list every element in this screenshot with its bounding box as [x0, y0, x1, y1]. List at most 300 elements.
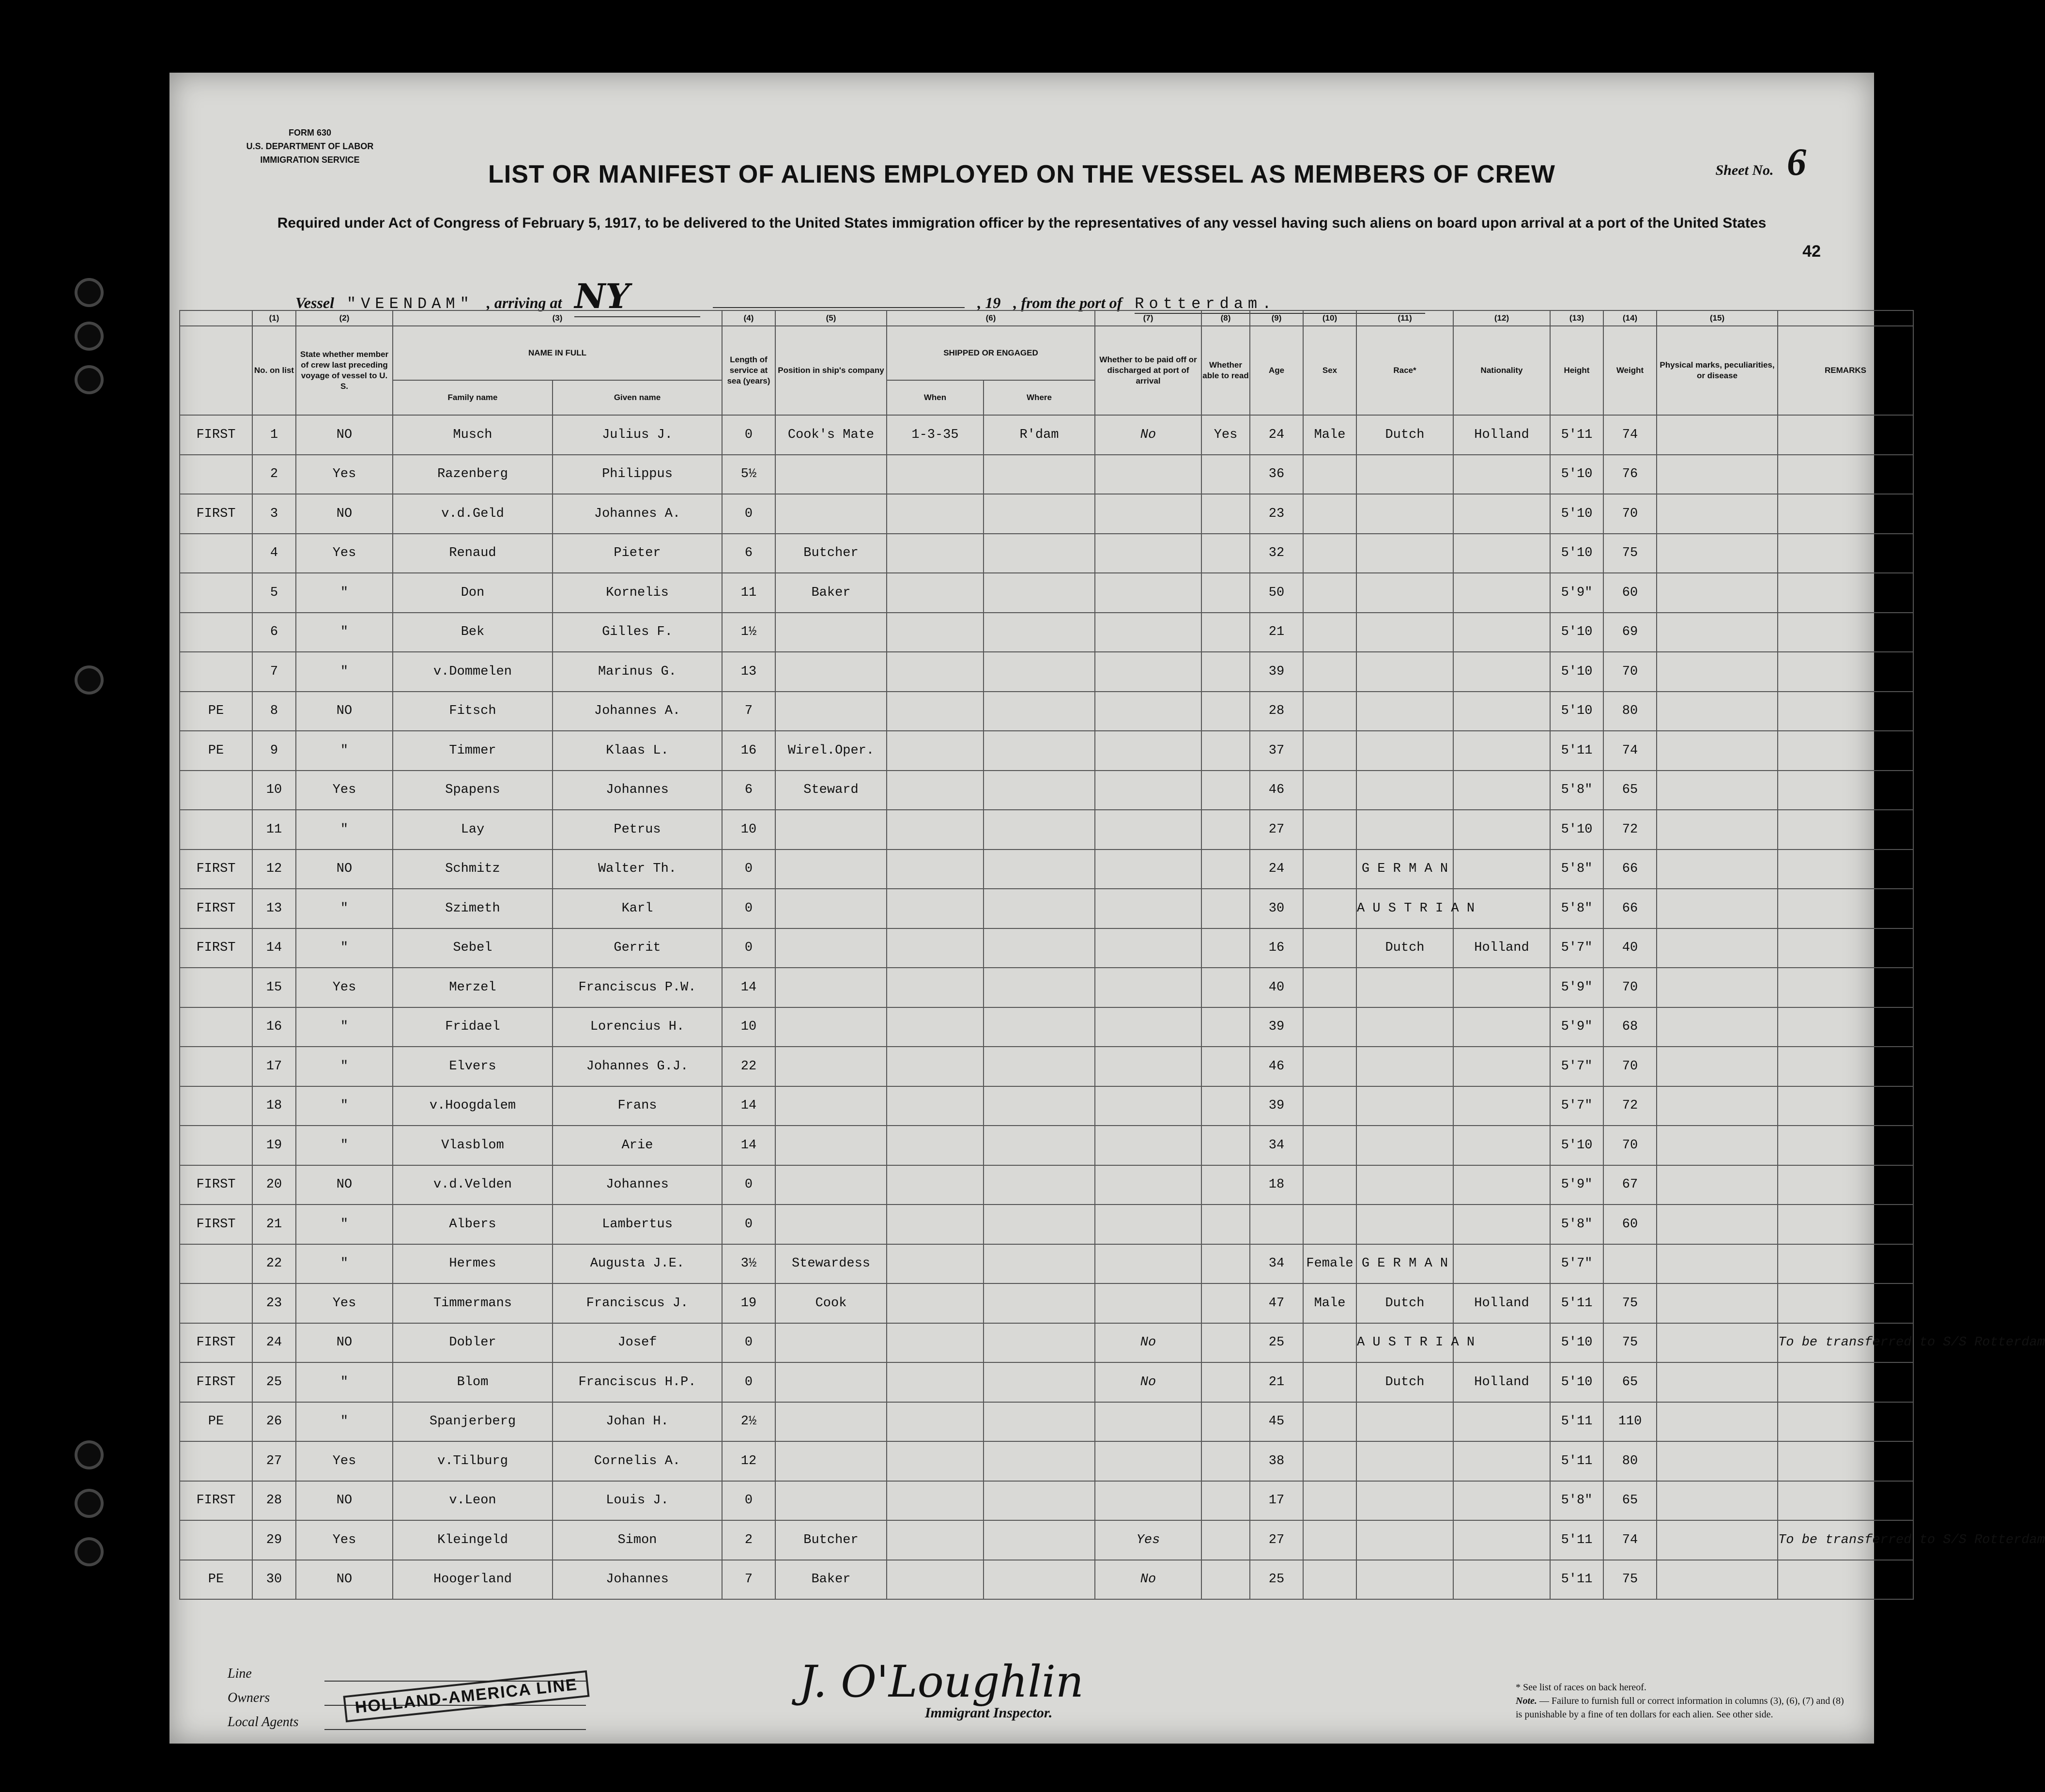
age: 21 — [1250, 613, 1303, 652]
paid-off: No — [1095, 1362, 1201, 1402]
binder-hole — [77, 1540, 101, 1563]
family-name: Sebel — [393, 928, 553, 968]
shipped-when — [887, 731, 984, 771]
family-name: Timmermans — [393, 1283, 553, 1323]
position — [775, 455, 887, 494]
remarks — [1778, 534, 1913, 573]
weight: 74 — [1603, 415, 1657, 455]
sex — [1303, 1560, 1356, 1600]
shipped-where — [984, 1481, 1095, 1521]
nationality — [1453, 810, 1550, 850]
weight: 76 — [1603, 455, 1657, 494]
nationality: Holland — [1453, 1362, 1550, 1402]
sex — [1303, 850, 1356, 889]
row-number: 20 — [252, 1165, 296, 1205]
physical-marks — [1657, 731, 1778, 771]
position — [775, 850, 887, 889]
col-number: (8) — [1201, 310, 1250, 326]
able-read — [1201, 928, 1250, 968]
service-years: 22 — [722, 1047, 775, 1086]
family-name: Vlasblom — [393, 1126, 553, 1165]
height: 5'11 — [1550, 731, 1603, 771]
sex — [1303, 613, 1356, 652]
paid-off — [1095, 889, 1201, 928]
able-read — [1201, 573, 1250, 613]
nationality — [1453, 1244, 1550, 1284]
paid-off — [1095, 1481, 1201, 1521]
service-years: 5½ — [722, 455, 775, 494]
weight-header: Weight — [1603, 326, 1657, 415]
table-row — [180, 968, 1913, 1007]
row-number: 19 — [252, 1126, 296, 1165]
prev-voyage: Yes — [296, 771, 393, 810]
table-row — [180, 889, 1913, 928]
row-number: 15 — [252, 968, 296, 1007]
shipped-where — [984, 1086, 1095, 1126]
shipped-where — [984, 1007, 1095, 1047]
prev-voyage: " — [296, 1362, 393, 1402]
physical-marks — [1657, 652, 1778, 692]
row-mark: PE — [180, 1402, 252, 1442]
row-mark: FIRST — [180, 1362, 252, 1402]
remarks — [1778, 1362, 1913, 1402]
family-name: v.d.Velden — [393, 1165, 553, 1205]
race: A U S T R I A N — [1356, 889, 1453, 928]
row-number: 28 — [252, 1481, 296, 1521]
family-name: Spapens — [393, 771, 553, 810]
prev-voyage: Yes — [296, 455, 393, 494]
age: 38 — [1250, 1441, 1303, 1481]
family-name-header: Family name — [393, 380, 553, 415]
physical-marks — [1657, 850, 1778, 889]
nationality: Holland — [1453, 928, 1550, 968]
weight — [1603, 1244, 1657, 1284]
remarks — [1778, 1126, 1913, 1165]
age — [1250, 1205, 1303, 1244]
family-name: Razenberg — [393, 455, 553, 494]
row-mark — [180, 652, 252, 692]
physical-marks — [1657, 1402, 1778, 1442]
weight: 40 — [1603, 928, 1657, 968]
sex — [1303, 1205, 1356, 1244]
binder-hole — [77, 324, 101, 348]
shipped-where — [984, 692, 1095, 731]
row-mark: FIRST — [180, 928, 252, 968]
family-name: Merzel — [393, 968, 553, 1007]
family-name: Musch — [393, 415, 553, 455]
sex — [1303, 1520, 1356, 1560]
physical-marks — [1657, 692, 1778, 731]
service-years: 14 — [722, 968, 775, 1007]
sex — [1303, 928, 1356, 968]
physical-marks — [1657, 455, 1778, 494]
vessel-label: Vessel — [295, 294, 334, 311]
race — [1356, 1402, 1453, 1442]
age: 23 — [1250, 494, 1303, 534]
paid-off — [1095, 573, 1201, 613]
service-years: 0 — [722, 1362, 775, 1402]
given-name: Marinus G. — [553, 652, 722, 692]
row-number: 9 — [252, 731, 296, 771]
position: Steward — [775, 771, 887, 810]
family-name: Dobler — [393, 1323, 553, 1363]
prev-voyage: Yes — [296, 1520, 393, 1560]
sex — [1303, 968, 1356, 1007]
position-header: Position in ship's company — [775, 326, 887, 415]
col-number: (13) — [1550, 310, 1603, 326]
position — [775, 1165, 887, 1205]
sex: Male — [1303, 1283, 1356, 1323]
prev-voyage: " — [296, 731, 393, 771]
shipped-when — [887, 652, 984, 692]
age: 34 — [1250, 1244, 1303, 1284]
nationality — [1453, 455, 1550, 494]
nationality — [1453, 1126, 1550, 1165]
paid-off — [1095, 850, 1201, 889]
height: 5'11 — [1550, 1402, 1603, 1442]
paid-off — [1095, 1283, 1201, 1323]
family-name: v.Leon — [393, 1481, 553, 1521]
position — [775, 928, 887, 968]
prev-voyage: Yes — [296, 968, 393, 1007]
position — [775, 1441, 887, 1481]
race — [1356, 1007, 1453, 1047]
physical-marks — [1657, 534, 1778, 573]
agents-label: Local Agents — [228, 1715, 299, 1730]
row-number: 16 — [252, 1007, 296, 1047]
physical-marks — [1657, 1047, 1778, 1086]
physical-marks — [1657, 1244, 1778, 1284]
paid-off — [1095, 731, 1201, 771]
able-read — [1201, 968, 1250, 1007]
row-mark: FIRST — [180, 889, 252, 928]
weight: 65 — [1603, 1362, 1657, 1402]
table-row — [180, 573, 1913, 613]
row-mark — [180, 1520, 252, 1560]
height: 5'11 — [1550, 1560, 1603, 1600]
arriving-label: , arriving at — [486, 294, 562, 311]
col-number: (3) — [393, 310, 722, 326]
paid-off — [1095, 613, 1201, 652]
given-name: Josef — [553, 1323, 722, 1363]
height: 5'10 — [1550, 1362, 1603, 1402]
service-years: 10 — [722, 810, 775, 850]
position — [775, 1362, 887, 1402]
sheet-number-value: 6 — [1787, 141, 1806, 184]
sex: Male — [1303, 415, 1356, 455]
row-number: 27 — [252, 1441, 296, 1481]
row-number: 22 — [252, 1244, 296, 1284]
col-number: (11) — [1356, 310, 1453, 326]
paid-off — [1095, 1007, 1201, 1047]
race — [1356, 1441, 1453, 1481]
row-mark — [180, 1244, 252, 1284]
family-name: Fitsch — [393, 692, 553, 731]
physical-marks — [1657, 415, 1778, 455]
col-number: (5) — [775, 310, 887, 326]
able-read — [1201, 455, 1250, 494]
able-read — [1201, 1402, 1250, 1442]
inspector-signature: J. O'Loughlin — [799, 1656, 1084, 1707]
family-name: v.Hoogdalem — [393, 1086, 553, 1126]
remarks — [1778, 1560, 1913, 1600]
given-name: Pieter — [553, 534, 722, 573]
physical-marks — [1657, 1481, 1778, 1521]
service-years: 2½ — [722, 1402, 775, 1442]
row-number: 14 — [252, 928, 296, 968]
service-years: 11 — [722, 573, 775, 613]
family-name: Spanjerberg — [393, 1402, 553, 1442]
given-name: Gerrit — [553, 928, 722, 968]
col-mark-header — [180, 326, 252, 415]
nationality — [1453, 1481, 1550, 1521]
table-row — [180, 494, 1913, 534]
nationality — [1453, 850, 1550, 889]
family-name: Blom — [393, 1362, 553, 1402]
sex — [1303, 494, 1356, 534]
age: 34 — [1250, 1126, 1303, 1165]
race: Dutch — [1356, 415, 1453, 455]
shipped-where — [984, 1402, 1095, 1442]
given-name: Johannes A. — [553, 692, 722, 731]
race — [1356, 1165, 1453, 1205]
race — [1356, 1047, 1453, 1086]
race — [1356, 1560, 1453, 1600]
age: 46 — [1250, 771, 1303, 810]
service-years: 12 — [722, 1441, 775, 1481]
shipped-where — [984, 1244, 1095, 1284]
prev-voyage: NO — [296, 494, 393, 534]
shipped-where — [984, 1441, 1095, 1481]
age: 39 — [1250, 1086, 1303, 1126]
position: Wirel.Oper. — [775, 731, 887, 771]
note-text: — Failure to furnish full or correct information in columns (3), (6), (7) and (8) is punishable by a fine of ten dollars for each alien. See other side. — [1516, 1696, 1844, 1720]
prev-voyage: Yes — [296, 534, 393, 573]
prev-voyage: " — [296, 1086, 393, 1126]
age: 36 — [1250, 455, 1303, 494]
physical-marks — [1657, 1520, 1778, 1560]
remarks: To be transferred to S/S Rotterdam — [1778, 1520, 1913, 1560]
able-read — [1201, 613, 1250, 652]
row-mark — [180, 1047, 252, 1086]
nationality — [1453, 771, 1550, 810]
remarks — [1778, 731, 1913, 771]
row-mark: PE — [180, 692, 252, 731]
able-read — [1201, 494, 1250, 534]
paid-off — [1095, 1086, 1201, 1126]
nationality — [1453, 652, 1550, 692]
length-service-header: Length of service at sea (years) — [722, 326, 775, 415]
table-row — [180, 613, 1913, 652]
physical-marks — [1657, 1007, 1778, 1047]
family-name: Renaud — [393, 534, 553, 573]
sex — [1303, 573, 1356, 613]
prev-voyage: " — [296, 1047, 393, 1086]
race: Dutch — [1356, 1283, 1453, 1323]
sex — [1303, 1165, 1356, 1205]
given-name: Johannes — [553, 1165, 722, 1205]
physical-marks — [1657, 968, 1778, 1007]
shipped-where — [984, 771, 1095, 810]
service-years: 10 — [722, 1007, 775, 1047]
height: 5'8" — [1550, 1205, 1603, 1244]
age: 25 — [1250, 1323, 1303, 1363]
race — [1356, 613, 1453, 652]
family-name: Elvers — [393, 1047, 553, 1086]
age: 40 — [1250, 968, 1303, 1007]
table-row — [180, 534, 1913, 573]
sex — [1303, 1402, 1356, 1442]
height: 5'9" — [1550, 968, 1603, 1007]
table-row — [180, 928, 1913, 968]
shipped-when — [887, 771, 984, 810]
sex — [1303, 455, 1356, 494]
row-number: 21 — [252, 1205, 296, 1244]
table-row — [180, 1441, 1913, 1481]
sex-header: Sex — [1303, 326, 1356, 415]
race — [1356, 1086, 1453, 1126]
shipped-when — [887, 692, 984, 731]
row-mark — [180, 968, 252, 1007]
table-row — [180, 415, 1913, 455]
no-on-list-header: No. on list — [252, 326, 296, 415]
prev-voyage: Yes — [296, 1283, 393, 1323]
service-years: 14 — [722, 1086, 775, 1126]
position: Cook's Mate — [775, 415, 887, 455]
given-name: Philippus — [553, 455, 722, 494]
weight: 67 — [1603, 1165, 1657, 1205]
shipped-when — [887, 1244, 984, 1284]
able-read — [1201, 1441, 1250, 1481]
remarks: To be transferred to S/S Rotterdam — [1778, 1323, 1913, 1363]
height: 5'11 — [1550, 1283, 1603, 1323]
page-count: 42 — [1802, 242, 1821, 261]
crew-rows — [180, 415, 2045, 1599]
table-row — [180, 652, 1913, 692]
shipped-where: R'dam — [984, 415, 1095, 455]
shipped-where — [984, 652, 1095, 692]
row-mark: FIRST — [180, 1205, 252, 1244]
paid-off: No — [1095, 415, 1201, 455]
year-label: , 19 — [977, 294, 1001, 311]
col-mark-header — [180, 310, 252, 326]
shipped-where — [984, 731, 1095, 771]
given-name: Walter Th. — [553, 850, 722, 889]
race — [1356, 1520, 1453, 1560]
weight: 66 — [1603, 850, 1657, 889]
shipped-when — [887, 455, 984, 494]
remarks — [1778, 1205, 1913, 1244]
row-mark: FIRST — [180, 850, 252, 889]
row-number: 13 — [252, 889, 296, 928]
remarks-header: REMARKS — [1778, 326, 1913, 415]
physical-marks — [1657, 1560, 1778, 1600]
row-number: 23 — [252, 1283, 296, 1323]
nationality-header: Nationality — [1453, 326, 1550, 415]
physical-marks — [1657, 1086, 1778, 1126]
remarks — [1778, 1283, 1913, 1323]
shipped-where — [984, 455, 1095, 494]
position — [775, 1402, 887, 1442]
age: 16 — [1250, 928, 1303, 968]
given-name: Johan H. — [553, 1402, 722, 1442]
age: 18 — [1250, 1165, 1303, 1205]
nationality: Holland — [1453, 415, 1550, 455]
weight: 110 — [1603, 1402, 1657, 1442]
height: 5'9" — [1550, 573, 1603, 613]
manifest-sheet — [169, 73, 2045, 1744]
able-read — [1201, 731, 1250, 771]
row-mark — [180, 455, 252, 494]
shipped-when: 1-3-35 — [887, 415, 984, 455]
paid-off — [1095, 494, 1201, 534]
row-number: 12 — [252, 850, 296, 889]
remarks — [1778, 415, 1913, 455]
sex — [1303, 810, 1356, 850]
col-number: (1) — [252, 310, 296, 326]
weight: 66 — [1603, 889, 1657, 928]
row-mark — [180, 1007, 252, 1047]
remarks — [1778, 692, 1913, 731]
height: 5'11 — [1550, 415, 1603, 455]
race — [1356, 652, 1453, 692]
note-label: Note. — [1516, 1696, 1537, 1706]
weight: 70 — [1603, 494, 1657, 534]
row-mark — [180, 771, 252, 810]
age: 25 — [1250, 1560, 1303, 1600]
remarks — [1778, 652, 1913, 692]
nationality — [1453, 1560, 1550, 1600]
shipped-where — [984, 1560, 1095, 1600]
sex — [1303, 692, 1356, 731]
able-read — [1201, 692, 1250, 731]
family-name: Hermes — [393, 1244, 553, 1284]
remarks — [1778, 850, 1913, 889]
age: 17 — [1250, 1481, 1303, 1521]
physical-marks — [1657, 928, 1778, 968]
nationality — [1453, 1007, 1550, 1047]
family-name: Kleingeld — [393, 1520, 553, 1560]
nationality — [1453, 1086, 1550, 1126]
shipped-when — [887, 1402, 984, 1442]
able-read — [1201, 1126, 1250, 1165]
paid-off — [1095, 928, 1201, 968]
shipped-when — [887, 810, 984, 850]
binder-hole — [77, 281, 101, 304]
nationality — [1453, 494, 1550, 534]
position: Baker — [775, 1560, 887, 1600]
table-row — [180, 771, 1913, 810]
row-number: 3 — [252, 494, 296, 534]
row-mark: FIRST — [180, 415, 252, 455]
height: 5'10 — [1550, 1126, 1603, 1165]
family-name: Hoogerland — [393, 1560, 553, 1600]
height: 5'8" — [1550, 771, 1603, 810]
age: 46 — [1250, 1047, 1303, 1086]
able-read — [1201, 1520, 1250, 1560]
shipped-when — [887, 1441, 984, 1481]
given-name: Lambertus — [553, 1205, 722, 1244]
position — [775, 1086, 887, 1126]
race: A U S T R I A N — [1356, 1323, 1453, 1363]
service-years: 0 — [722, 850, 775, 889]
shipped-where — [984, 1520, 1095, 1560]
service-years: 0 — [722, 1481, 775, 1521]
race — [1356, 968, 1453, 1007]
weight: 60 — [1603, 573, 1657, 613]
paid-off: No — [1095, 1560, 1201, 1600]
remarks — [1778, 771, 1913, 810]
